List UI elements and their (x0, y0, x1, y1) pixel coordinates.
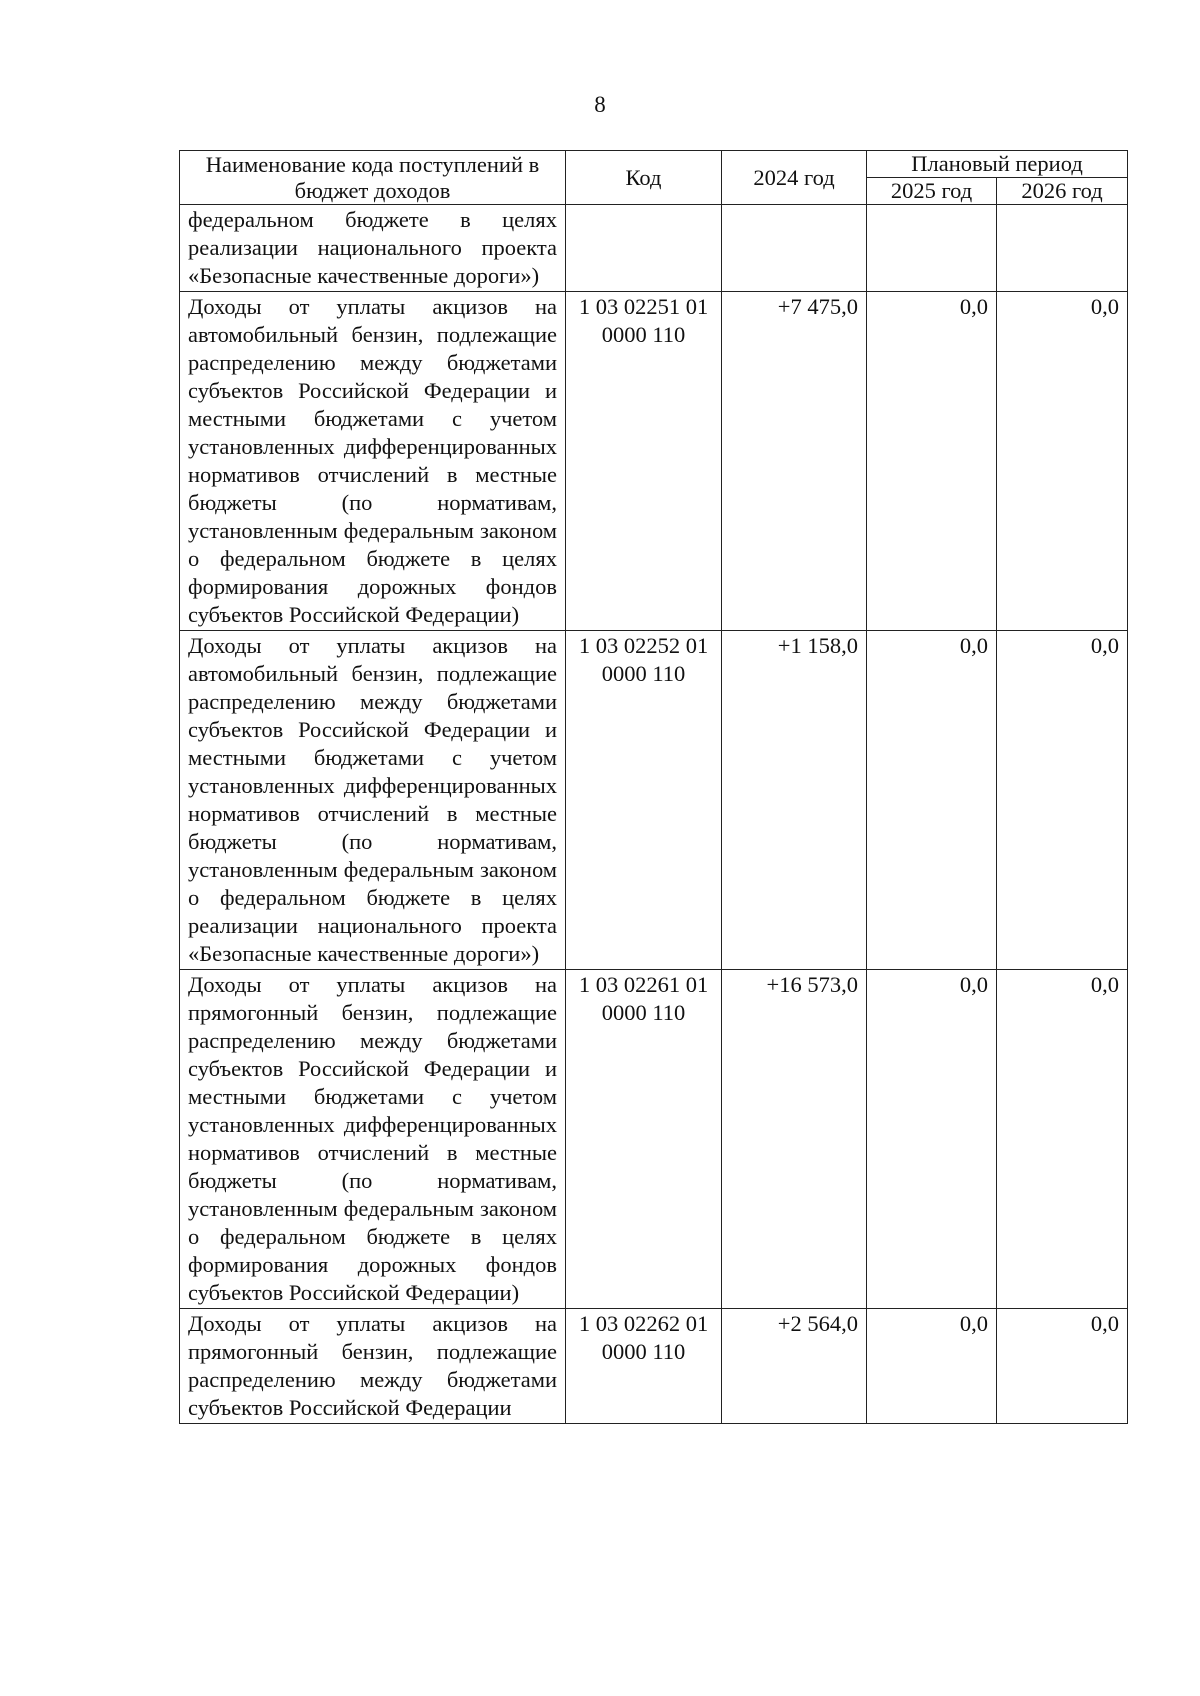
row-code: 1 03 02251 01 0000 110 (566, 292, 722, 631)
row-name: Доходы от уплаты акцизов на автомобильный бензин, подлежащие распределению между бюджетами субъектов Российской Федерации и местными бюджетами с учетом установленных дифференцированных нормативов отчислений в местные бюджеты (по нормативам, установленным федеральным законом о федеральном бюджете в целях реализации национального проекта «Безопасные качественные дороги») (180, 631, 566, 970)
row-value-2026: 0,0 (997, 631, 1128, 970)
row-name: Доходы от уплаты акцизов на автомобильный бензин, подлежащие распределению между бюджетами субъектов Российской Федерации и местными бюджетами с учетом установленных дифференцированных нормативов отчислений в местные бюджеты (по нормативам, установленным федеральным законом о федеральном бюджете в целях формирования дорожных фондов субъектов Российской Федерации) (180, 292, 566, 631)
row-value-2026 (997, 205, 1128, 292)
row-value-2024: +7 475,0 (722, 292, 867, 631)
row-value-2026: 0,0 (997, 292, 1128, 631)
page-number: 8 (594, 92, 606, 117)
row-value-2026: 0,0 (997, 970, 1128, 1309)
header-code: Код (566, 151, 722, 205)
table-row (180, 1309, 1128, 1424)
row-value-2026: 0,0 (997, 1309, 1128, 1424)
row-value-2025: 0,0 (867, 292, 997, 631)
header-year-2024: 2024 год (722, 151, 867, 205)
header-name: Наименование кода поступлений в бюджет доходов (180, 151, 566, 205)
row-code (566, 205, 722, 292)
header-planning-period: Плановый период (867, 151, 1128, 178)
row-code: 1 03 02252 01 0000 110 (566, 631, 722, 970)
row-value-2024: +16 573,0 (722, 970, 867, 1309)
row-name: Доходы от уплаты акцизов на прямогонный бензин, подлежащие распределению между бюджетами субъектов Российской Федерации и местными бюджетами с учетом установленных дифференцированных нормативов отчислений в местные бюджеты (по нормативам, установленным федеральным законом о федеральном бюджете в целях формирования дорожных фондов субъектов Российской Федерации) (180, 970, 566, 1309)
row-name: федеральном бюджете в целях реализации национального проекта «Безопасные качественные дороги») (180, 205, 566, 292)
row-code: 1 03 02262 01 0000 110 (566, 1309, 722, 1424)
table-row (180, 292, 1128, 631)
header-year-2025: 2025 год (867, 178, 997, 205)
row-value-2025: 0,0 (867, 1309, 997, 1424)
table-row (180, 970, 1128, 1309)
table-row (180, 631, 1128, 970)
table-row (180, 205, 1128, 292)
row-value-2025: 0,0 (867, 970, 997, 1309)
revenue-table (179, 150, 1128, 1424)
row-value-2024: +1 158,0 (722, 631, 867, 970)
header-row-1 (180, 151, 1128, 178)
row-value-2024 (722, 205, 867, 292)
row-value-2024: +2 564,0 (722, 1309, 867, 1424)
header-year-2026: 2026 год (997, 178, 1128, 205)
row-code: 1 03 02261 01 0000 110 (566, 970, 722, 1309)
row-name: Доходы от уплаты акцизов на прямогонный бензин, подлежащие распределению между бюджетами субъектов Российской Федерации (180, 1309, 566, 1424)
row-value-2025: 0,0 (867, 631, 997, 970)
row-value-2025 (867, 205, 997, 292)
